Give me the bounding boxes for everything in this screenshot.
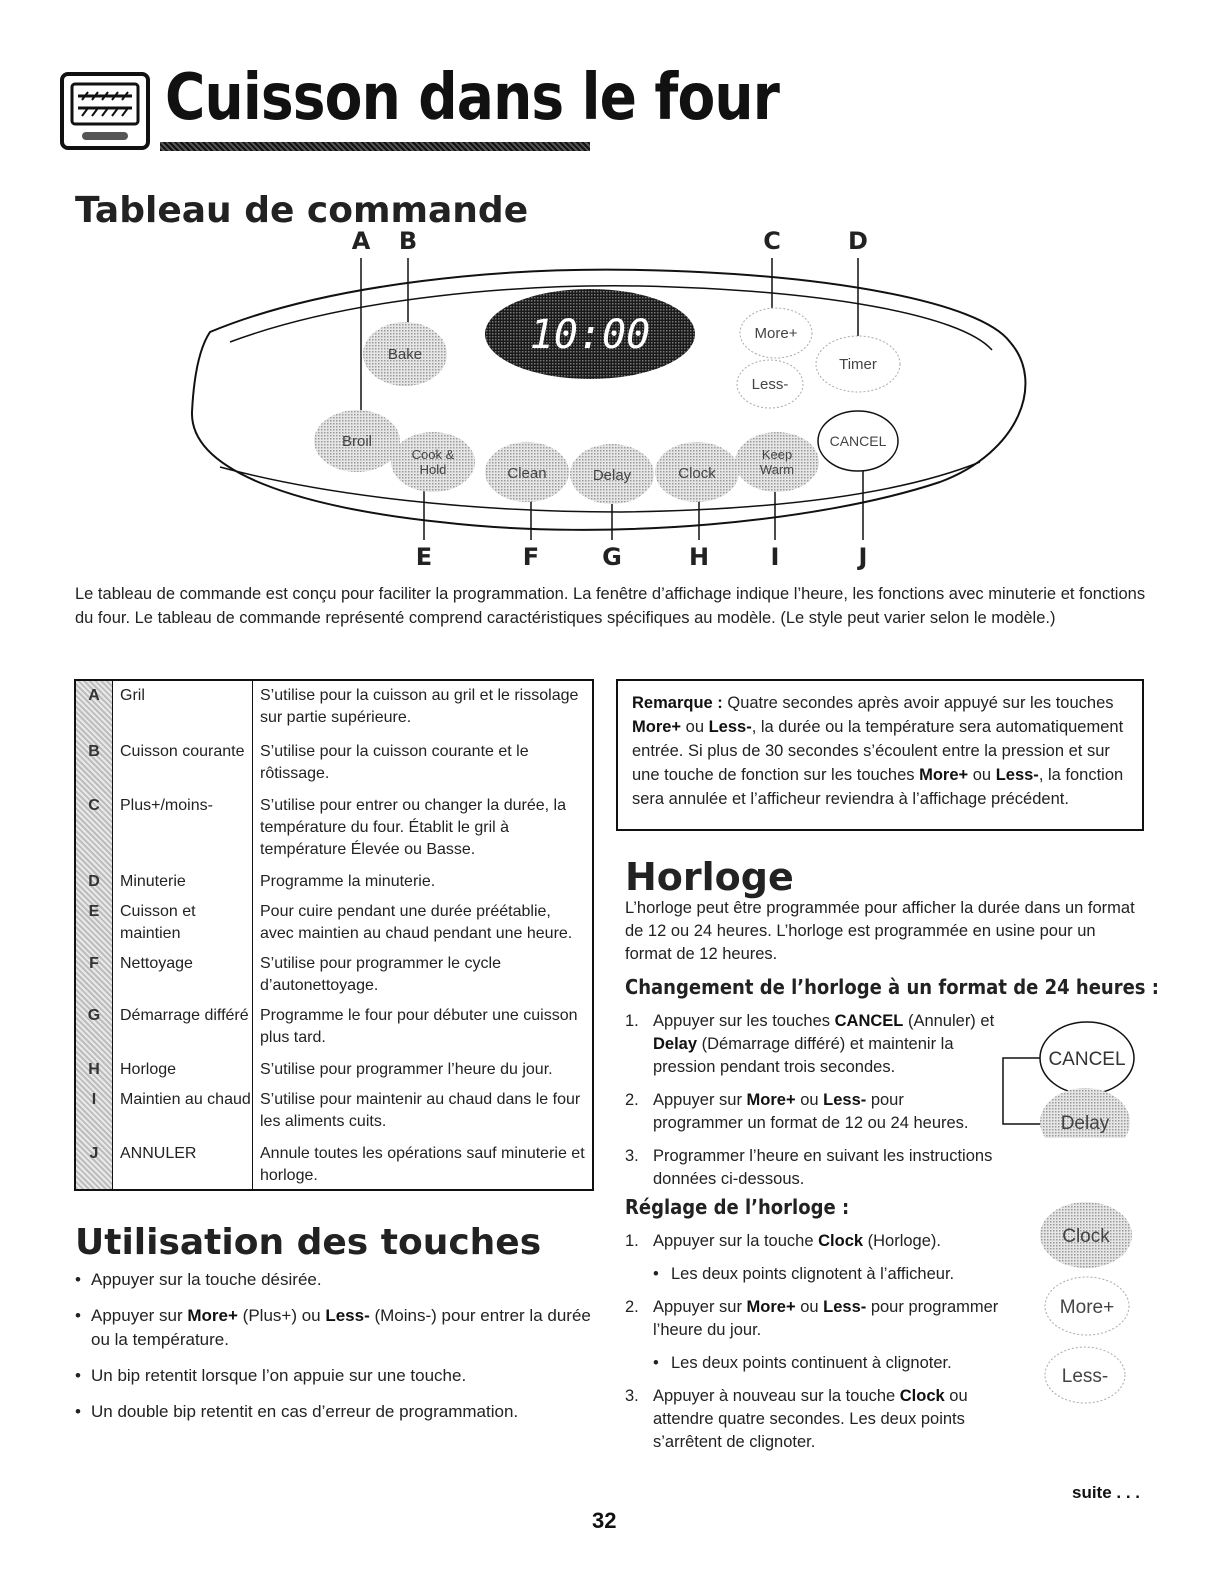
legend-desc: Programme la minuterie. [260, 873, 436, 890]
legend-desc: S’utilise pour maintenir au chaud dans le four les aliments cuits. [260, 1091, 581, 1130]
timer-button[interactable] [816, 336, 900, 392]
legend-letter: J [89, 1145, 99, 1162]
side-cancel-button [1040, 1022, 1134, 1094]
list-item: • Un bip retentit lorsque l’on appuie sur une touche. [75, 1364, 595, 1388]
svg-text:Timer: Timer [839, 356, 877, 373]
legend-letter: I [91, 1091, 97, 1108]
svg-text:CANCEL: CANCEL [829, 433, 887, 449]
list-item: 3. Appuyer à nouveau sur la touche Clock ou attendre quatre secondes. Les deux points s’arrêtent de clignoter. [625, 1387, 968, 1451]
legend-name: ANNULER [120, 1145, 197, 1162]
svg-text:Clock: Clock [1062, 1226, 1110, 1247]
subheading-24h-format: Changement de l’horloge à un format de 24 heures : [625, 975, 1159, 999]
legend-name: Gril [120, 687, 145, 704]
svg-text:Keep: Keep [761, 447, 793, 462]
list-item: 3. Programmer l’heure en suivant les instructions données ci-dessous. [625, 1147, 993, 1188]
list-item: • Les deux points continuent à clignoter. [653, 1352, 1025, 1375]
callout-i: I [770, 543, 780, 571]
section-heading-utilisation: Utilisation des touches [75, 1222, 542, 1263]
bake-button[interactable] [363, 322, 447, 386]
svg-text:Less-: Less- [1061, 1366, 1109, 1387]
legend-desc: S’utilise pour programmer l’heure du jour. [260, 1061, 553, 1078]
side-clock-button [1038, 1200, 1134, 1270]
legend-letter: C [88, 797, 100, 814]
legend-name: Minuterie [120, 873, 186, 890]
svg-text:More+: More+ [754, 325, 798, 342]
steps-24h-format [625, 1010, 995, 1201]
table-row [76, 1143, 592, 1187]
table-row [76, 1059, 592, 1081]
list-item: 1. Appuyer sur la touche Clock (Horloge). • Les deux points clignotent à l’afficheur. [625, 1230, 1025, 1286]
table-row [76, 901, 592, 945]
svg-text:Delay: Delay [592, 467, 632, 484]
table-row [76, 741, 592, 785]
legend-table [74, 679, 594, 1191]
callout-f: F [522, 543, 540, 571]
legend-desc: S’utilise pour entrer ou changer la durée, la température du four. Établit le gril à température Élevée ou Basse. [260, 797, 566, 858]
legend-name: Plus+/moins- [120, 797, 213, 814]
horloge-intro-text: L’horloge peut être programmée pour afficher la durée dans un format de 12 ou 24 heures. L’horloge est programmée en usine pour un format de 12 heures. [625, 899, 1135, 963]
cancel-button[interactable] [818, 411, 898, 471]
tableau-intro-text: Le tableau de commande est conçu pour faciliter la programmation. La fenêtre d’affichage indique l’heure, les fonctions avec minuterie et fonctions du four. Le tableau de commande représenté comprend caractéristiques spécifiques au modèle. (Le style peut varier selon le modèle.) [75, 585, 1146, 627]
callout-b: B [398, 227, 418, 255]
note-box: Remarque : Quatre secondes après avoir appuyé sur les touches More+ ou Less-, la durée ou la température sera automatiquement entrée. Si plus de 30 secondes s’écoulent entre la pression et sur une touche de fonction sur les touches More+ ou Less-, la fonction sera annulée et l’afficheur reviendra à l’affichage précédent. [616, 679, 1144, 831]
legend-letter: B [88, 743, 100, 760]
less-button[interactable] [737, 360, 803, 408]
legend-name: Démarrage différé [120, 1007, 249, 1024]
continued-label: suite . . . [1072, 1483, 1141, 1502]
legend-letter: H [88, 1061, 100, 1078]
more-button[interactable] [740, 308, 812, 358]
oven-icon [60, 72, 150, 152]
svg-text:Warm: Warm [759, 462, 795, 477]
section-heading-tableau: Tableau de commande [75, 190, 529, 231]
svg-text:Less-: Less- [751, 376, 789, 393]
legend-name: Horloge [120, 1061, 177, 1078]
svg-text:Clock: Clock [678, 465, 716, 482]
clock-button[interactable] [655, 442, 739, 502]
control-panel-diagram [180, 222, 1050, 577]
legend-desc: Annule toutes les opérations sauf minuterie et horloge. [260, 1145, 585, 1184]
delay-button[interactable] [570, 444, 654, 504]
utilisation-list [75, 1268, 595, 1436]
page-title: Cuisson dans le four [165, 61, 780, 135]
callout-g: G [602, 543, 622, 571]
legend-letter: F [89, 955, 99, 972]
keep-warm-button[interactable] [735, 432, 819, 492]
cancel-delay-illustration [995, 1018, 1135, 1138]
legend-letter: A [88, 687, 100, 704]
svg-text:Broil: Broil [341, 433, 373, 450]
legend-name: Maintien au chaud [120, 1091, 251, 1108]
table-row [76, 1089, 592, 1133]
subheading-clock-setting: Réglage de l’horloge : [625, 1195, 850, 1219]
list-item: • Appuyer sur More+ (Plus+) ou Less- (Moins-) pour entrer la durée ou la température. [75, 1304, 595, 1352]
clean-button[interactable] [485, 442, 569, 502]
list-item: • Un double bip retentit en cas d’erreur de programmation. [75, 1400, 595, 1424]
list-item: • Les deux points clignotent à l’afficheur. [653, 1263, 1025, 1286]
legend-desc: S’utilise pour la cuisson courante et le rôtissage. [260, 743, 529, 782]
legend-desc: Programme le four pour débuter une cuisson plus tard. [260, 1007, 578, 1046]
display-readout: 10:00 [529, 312, 651, 358]
legend-name: Cuisson et maintien [120, 903, 196, 942]
list-item: 1. Appuyer sur les touches CANCEL (Annuler) et Delay (Démarrage différé) et maintenir la pression pendant trois secondes. [625, 1012, 995, 1076]
svg-text:Delay: Delay [1060, 1113, 1110, 1134]
legend-desc: S’utilise pour la cuisson au gril et le rissolage sur partie supérieure. [260, 687, 579, 726]
legend-desc: S’utilise pour programmer le cycle d’autonettoyage. [260, 955, 501, 994]
table-row [76, 871, 592, 893]
svg-text:Bake: Bake [387, 346, 423, 363]
legend-name: Nettoyage [120, 955, 193, 972]
legend-desc: Pour cuire pendant une durée préétablie, avec maintien au chaud pendant une heure. [260, 903, 573, 942]
table-row [76, 795, 592, 861]
list-item: 2. Appuyer sur More+ ou Less- pour programmer l’heure du jour. • Les deux points continuent à clignoter. [625, 1296, 1025, 1375]
callout-e: E [415, 543, 433, 571]
legend-letter: D [88, 873, 100, 890]
svg-text:CANCEL: CANCEL [1048, 1049, 1126, 1070]
callout-d: D [848, 227, 868, 255]
svg-text:Cook &: Cook & [411, 447, 455, 462]
svg-text:Clean: Clean [507, 465, 547, 482]
broil-button[interactable] [314, 410, 400, 472]
list-item: • Appuyer sur la touche désirée. [75, 1268, 595, 1292]
section-heading-horloge: Horloge [625, 855, 794, 899]
side-less-button [1043, 1345, 1127, 1405]
legend-letter: G [87, 1007, 101, 1024]
table-row [76, 1005, 592, 1049]
list-item: 2. Appuyer sur More+ ou Less- pour programmer un format de 12 ou 24 heures. [625, 1091, 969, 1132]
svg-text:Hold: Hold [419, 462, 447, 477]
steps-clock-setting [625, 1230, 1025, 1464]
side-delay-button [1040, 1088, 1130, 1138]
callout-j: J [858, 543, 868, 571]
callout-a: A [351, 227, 371, 255]
page-number: 32 [592, 1508, 617, 1533]
callout-h: H [688, 543, 710, 571]
table-row [76, 953, 592, 997]
callout-c: C [763, 227, 781, 255]
svg-text:More+: More+ [1059, 1297, 1115, 1318]
cook-hold-button[interactable] [391, 432, 475, 492]
side-more-button [1043, 1275, 1131, 1337]
legend-letter: E [88, 903, 100, 920]
title-rule [160, 142, 590, 151]
table-row [76, 685, 592, 729]
legend-name: Cuisson courante [120, 743, 245, 760]
